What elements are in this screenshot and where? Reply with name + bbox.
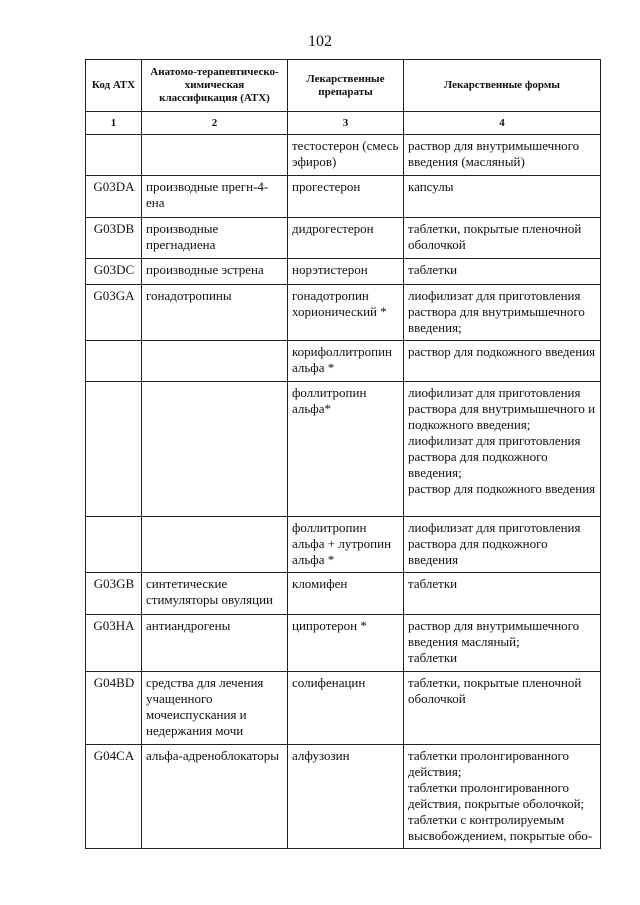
forms-cell — [404, 517, 601, 573]
table-row — [86, 176, 601, 218]
drug-cell: солифенацин — [288, 672, 404, 745]
table-row — [86, 341, 601, 382]
form-line: лиофилизат для приготовления раствора для подкожного введения — [408, 520, 581, 567]
classification-cell — [142, 135, 288, 176]
atc-code-cell — [86, 341, 142, 382]
form-line: таблетки пролонгированного действия, покрытые оболочкой; — [408, 780, 585, 811]
table-row — [86, 218, 601, 259]
form-line: раствор для подкожного введения — [408, 481, 596, 496]
form-line: таблетки пролонгированного действия; — [408, 748, 570, 779]
drug-cell: гонадотропин хорионический * — [288, 285, 404, 341]
form-line: таблетки, покрытые пленочной оболочкой — [408, 675, 582, 706]
classification-cell: гонадотропины — [142, 285, 288, 341]
table-row — [86, 672, 601, 745]
classification-cell: антиандрогены — [142, 615, 288, 672]
atc-code-cell: G03GA — [86, 285, 142, 341]
header-drugs: Лекарственные препараты — [288, 60, 404, 112]
forms-cell — [404, 615, 601, 672]
table-row — [86, 285, 601, 341]
header-forms: Лекарственные формы — [404, 60, 601, 112]
form-line: раствор для внутримышечного введения (масляный) — [408, 138, 580, 169]
table-row — [86, 517, 601, 573]
atc-code-cell: G03DC — [86, 259, 142, 285]
column-number: 1 — [86, 112, 142, 135]
classification-cell — [142, 517, 288, 573]
atc-drug-table — [85, 59, 601, 849]
classification-cell: синтетические стимуляторы овуляции — [142, 573, 288, 615]
atc-code-cell: G03DA — [86, 176, 142, 218]
forms-cell — [404, 672, 601, 745]
table-row — [86, 573, 601, 615]
classification-cell: производные эстрена — [142, 259, 288, 285]
atc-code-cell: G04CA — [86, 745, 142, 849]
form-line: капсулы — [408, 179, 454, 194]
forms-cell — [404, 259, 601, 285]
forms-cell — [404, 341, 601, 382]
form-line: таблетки — [408, 576, 458, 591]
classification-cell — [142, 341, 288, 382]
classification-cell: производные прегн-4-ена — [142, 176, 288, 218]
atc-code-cell: G03DB — [86, 218, 142, 259]
table-header-row — [86, 60, 601, 112]
drug-cell: норэтистерон — [288, 259, 404, 285]
atc-code-cell — [86, 517, 142, 573]
drug-cell: кломифен — [288, 573, 404, 615]
form-line: лиофилизат для приготовления раствора для подкожного введения; — [408, 433, 581, 480]
form-line: таблетки — [408, 650, 458, 665]
table-row — [86, 259, 601, 285]
drug-cell: фоллитропин альфа + лутропин альфа * — [288, 517, 404, 573]
drug-cell: корифоллитропин альфа * — [288, 341, 404, 382]
table-row — [86, 135, 601, 176]
form-line: таблетки с контролируемым высвобождением, покрытые обо- — [408, 812, 593, 843]
header-code: Код АТХ — [86, 60, 142, 112]
table-row — [86, 615, 601, 672]
classification-cell — [142, 382, 288, 517]
drug-cell: ципротерон * — [288, 615, 404, 672]
forms-cell — [404, 135, 601, 176]
atc-code-cell: G03HA — [86, 615, 142, 672]
form-line: раствор для внутримышечного введения масляный; — [408, 618, 580, 649]
forms-cell — [404, 745, 601, 849]
form-line: таблетки, покрытые пленочной оболочкой — [408, 221, 582, 252]
column-number: 3 — [288, 112, 404, 135]
header-classification: Анатомо-терапевтическо-химическая классификация (АТХ) — [142, 60, 288, 112]
form-line: раствор для подкожного введения — [408, 344, 596, 359]
form-line: лиофилизат для приготовления раствора для внутримышечного и подкожного введения; — [408, 385, 596, 432]
atc-code-cell — [86, 382, 142, 517]
drug-cell: прогестерон — [288, 176, 404, 218]
table-row — [86, 745, 601, 849]
atc-code-cell: G04BD — [86, 672, 142, 745]
forms-cell — [404, 176, 601, 218]
atc-code-cell: G03GB — [86, 573, 142, 615]
form-line: лиофилизат для приготовления раствора для внутримышечного введения; — [408, 288, 585, 335]
classification-cell: средства для лечения учащенного мочеиспускания и недержания мочи — [142, 672, 288, 745]
drug-cell: дидрогестерон — [288, 218, 404, 259]
forms-cell — [404, 285, 601, 341]
drug-cell: алфузозин — [288, 745, 404, 849]
forms-cell — [404, 218, 601, 259]
forms-cell — [404, 382, 601, 517]
table-row — [86, 382, 601, 517]
classification-cell: производные прегнадиена — [142, 218, 288, 259]
column-number: 4 — [404, 112, 601, 135]
drug-cell: фоллитропин альфа* — [288, 382, 404, 517]
page-number: 102 — [308, 33, 332, 50]
drug-cell: тестостерон (смесь эфиров) — [288, 135, 404, 176]
form-line: таблетки — [408, 262, 458, 277]
atc-code-cell — [86, 135, 142, 176]
column-number: 2 — [142, 112, 288, 135]
forms-cell — [404, 573, 601, 615]
classification-cell: альфа-адреноблокаторы — [142, 745, 288, 849]
column-number-row — [86, 112, 601, 135]
